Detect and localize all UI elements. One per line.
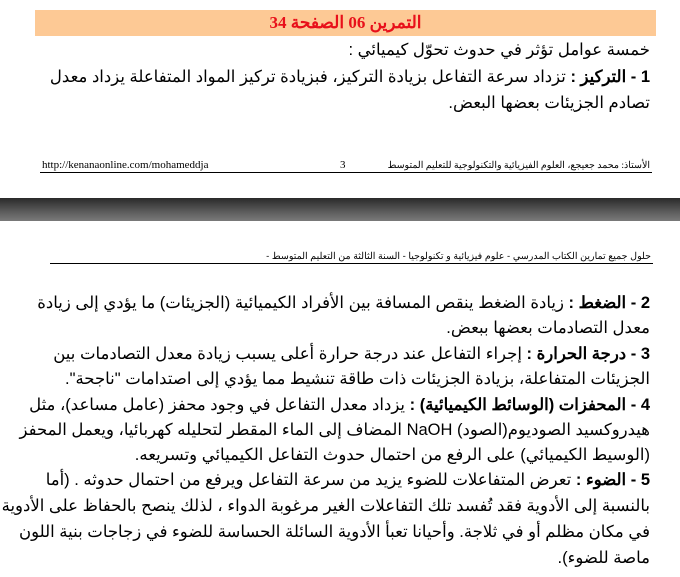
item2-text: زيادة الضغط ينقص المسافة بين الأفراد الكيميائية (الجزيئات) ما يؤدي إلى زيادة [37,294,564,312]
page-number: 3 [340,159,346,171]
item5-text: تعرض المتفاعلات للضوء يزيد من سرعة التفاعل ويرفع من احتمال حدوثه . (أما [45,471,572,489]
item3-text: إجراء التفاعل عند درجة حرارة أعلى يسبب زيادة معدل التصادمات بين [53,345,522,363]
item2-label: 2 - الضغط : [568,294,650,312]
page-footer [40,158,652,173]
page-separator [0,198,680,221]
item3-label: 3 - درجة الحرارة : [526,345,650,363]
item5-line4: ماصة للضوء). [557,549,650,567]
item4-line3: (الوسيط الكيميائي) على الرفع من احتمال حدوث التفاعل الكيميائي وتسريعه. [134,446,650,464]
footer-url[interactable]: http://kenanaonline.com/mohameddja [42,159,209,171]
item4-line1 [29,393,650,417]
intro-text: خمسة عوامل تؤثر في حدوث تحوّل كيميائي : [348,41,650,59]
page-header-text: حلول جميع تمارين الكتاب المدرسي - علوم فيزيائية و تكنولوجيا - السنة الثالثة من التعليم المتوسط - [266,251,651,262]
item1-line2: تصادم الجزيئات بعضها البعض. [448,94,650,112]
item2-line1 [37,291,650,315]
item3-line1 [53,342,650,366]
footer-author: الأستاذ: محمد جعيجع، العلوم الفيزيائية والتكنولوجية للتعليم المتوسط [387,161,650,171]
item4-label: 4 - المحفزات (الوسائط الكيميائية) : [409,396,650,414]
item4-text: يزداد معدل التفاعل في وجود محفز (عامل مساعد)، مثل [29,396,406,414]
item5-line3: في مكان مظلم أو في ثلاجة. وأحيانا تعبأ الأدوية السائلة الحساسة للضوء في زجاجات بنية اللون [19,523,650,541]
item2-line2: معدل التصادمات بعضها ببعض. [446,319,650,337]
item5-label: 5 - الضوء : [575,471,650,489]
page-header [50,249,653,264]
item5-line2: بالنسبة إلى الأدوية فقد تُفسد تلك التفاعلات الغير مرغوبة الدواء ، لذلك ينصح بالحفاظ على الأدوية [1,497,650,515]
item1-line1 [49,65,650,89]
item5-line1 [45,468,650,492]
item1-text: تزداد سرعة التفاعل بزيادة التركيز، فبزيادة تركيز المواد المتفاعلة يزداد معدل [49,68,566,86]
exercise-title-bar [35,10,656,36]
item1-label: 1 - التركيز : [570,68,650,86]
item3-line2: الجزيئات المتفاعلة، بزيادة الجزيئات ذات طاقة تنشيط مما يؤدي إلى اصتدامات "ناجحة". [65,370,650,388]
exercise-title: التمرين 06 الصفحة 34 [269,13,422,32]
item4-line2: هيدروكسيد الصوديوم(الصود) NaOH المضاف إلى الماء المقطر لتحليله كهربائيا، ويعمل المحفز [19,421,650,439]
